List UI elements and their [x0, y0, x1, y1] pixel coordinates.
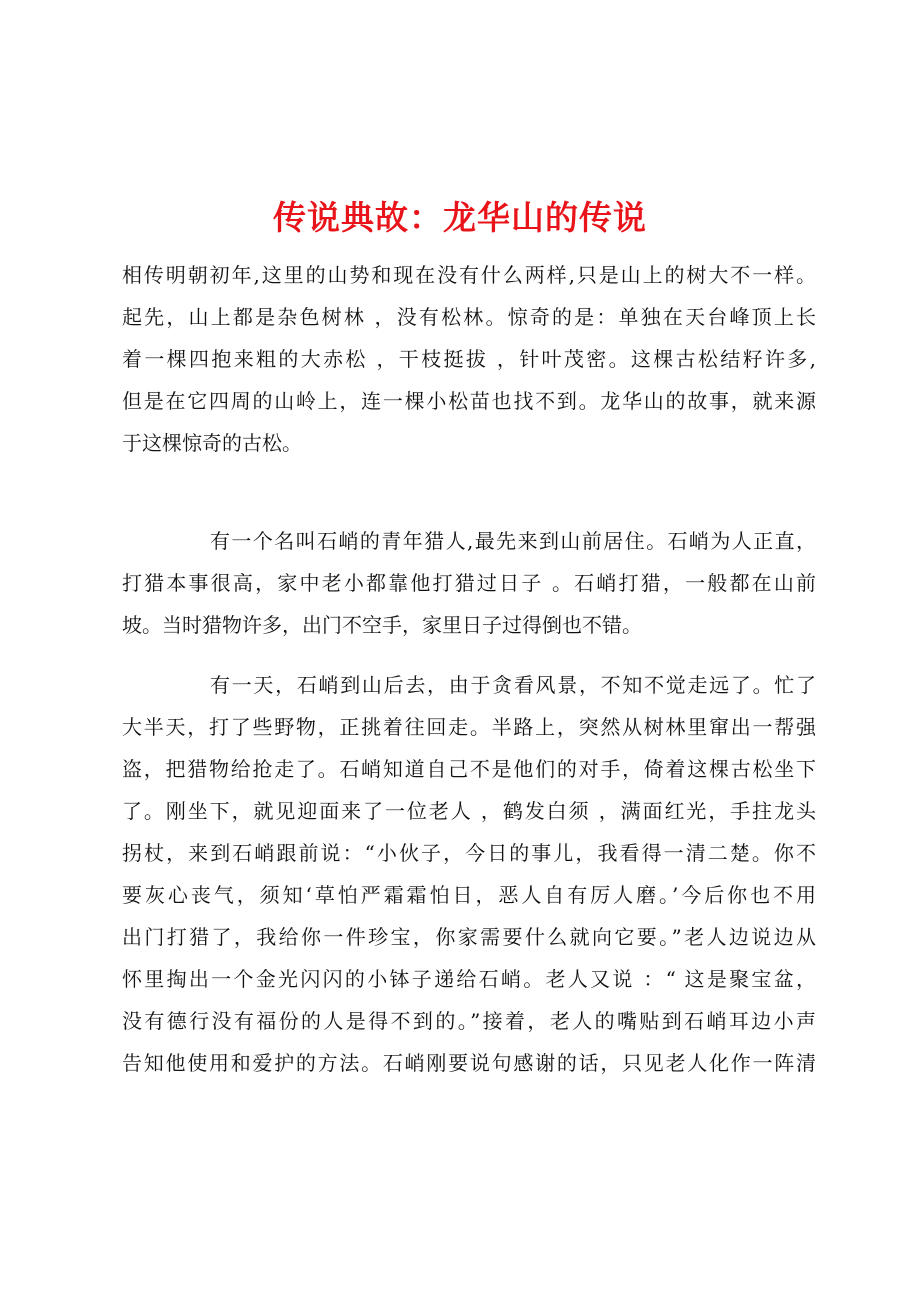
text-line: 出门打猎了，我给你一件珍宝，你家需要什么就向它要。”老人边说边从 [122, 925, 816, 949]
text-line: 着一棵四抱来粗的大赤松 ，干枝挺拔 ，针叶茂密。这棵古松结籽许多, [122, 347, 816, 371]
text-line: 大半天，打了些野物，正挑着往回走。半路上，突然从树林里窜出一帮强 [122, 715, 816, 739]
text-line: 于这棵惊奇的古松。 [122, 431, 302, 455]
text-line: 告知他使用和爱护的方法。石峭刚要说句感谢的话，只见老人化作一阵清 [122, 1051, 816, 1075]
text-line: 盗，把猎物给抢走了。石峭知道自己不是他们的对手，倚着这棵古松坐下 [122, 757, 816, 781]
paragraph-2 [122, 520, 816, 646]
page-title: 传说典故：龙华山的传说 [273, 198, 647, 237]
text-line-indented: 有一天，石峭到山后去，由于贪看风景，不知不觉走远了。忙了 [210, 673, 816, 697]
text-line: 拐杖，来到石峭跟前说：“小伙子，今日的事儿，我看得一清二楚。你不 [122, 841, 816, 865]
text-line: 坡。当时猎物许多，出门不空手，家里日子过得倒也不错。 [122, 613, 642, 637]
text-line: 起先，山上都是杂色树林 ，没有松林。惊奇的是：单独在天台峰顶上长 [122, 305, 816, 329]
text-line: 怀里掏出一个金光闪闪的小钵子递给石峭。老人又说 ：“ 这是聚宝盆， [122, 967, 816, 991]
text-line: 打猎本事很高，家中老小都靠他打猎过日子 。石峭打猎，一般都在山前 [122, 571, 816, 595]
text-line: 但是在它四周的山岭上，连一棵小松苗也找不到。龙华山的故事，就来源 [122, 389, 816, 413]
text-line: 相传明朝初年,这里的山势和现在没有什么两样,只是山上的树大不一样。 [122, 263, 816, 287]
text-line: 了。刚坐下，就见迎面来了一位老人 ，鹤发白须 ，满面红光，手拄龙头 [122, 799, 816, 823]
text-line-indented: 有一个名叫石峭的青年猎人,最先来到山前居住。石峭为人正直， [210, 529, 816, 553]
text-line: 没有德行没有福份的人是得不到的。”接着，老人的嘴贴到石峭耳边小声 [122, 1009, 816, 1033]
text-line: 要灰心丧气，须知‘草怕严霜霜怕日，恶人自有厉人磨。’今后你也不用 [122, 883, 816, 907]
paragraph-3 [122, 664, 816, 1084]
paragraph-1 [122, 254, 816, 464]
